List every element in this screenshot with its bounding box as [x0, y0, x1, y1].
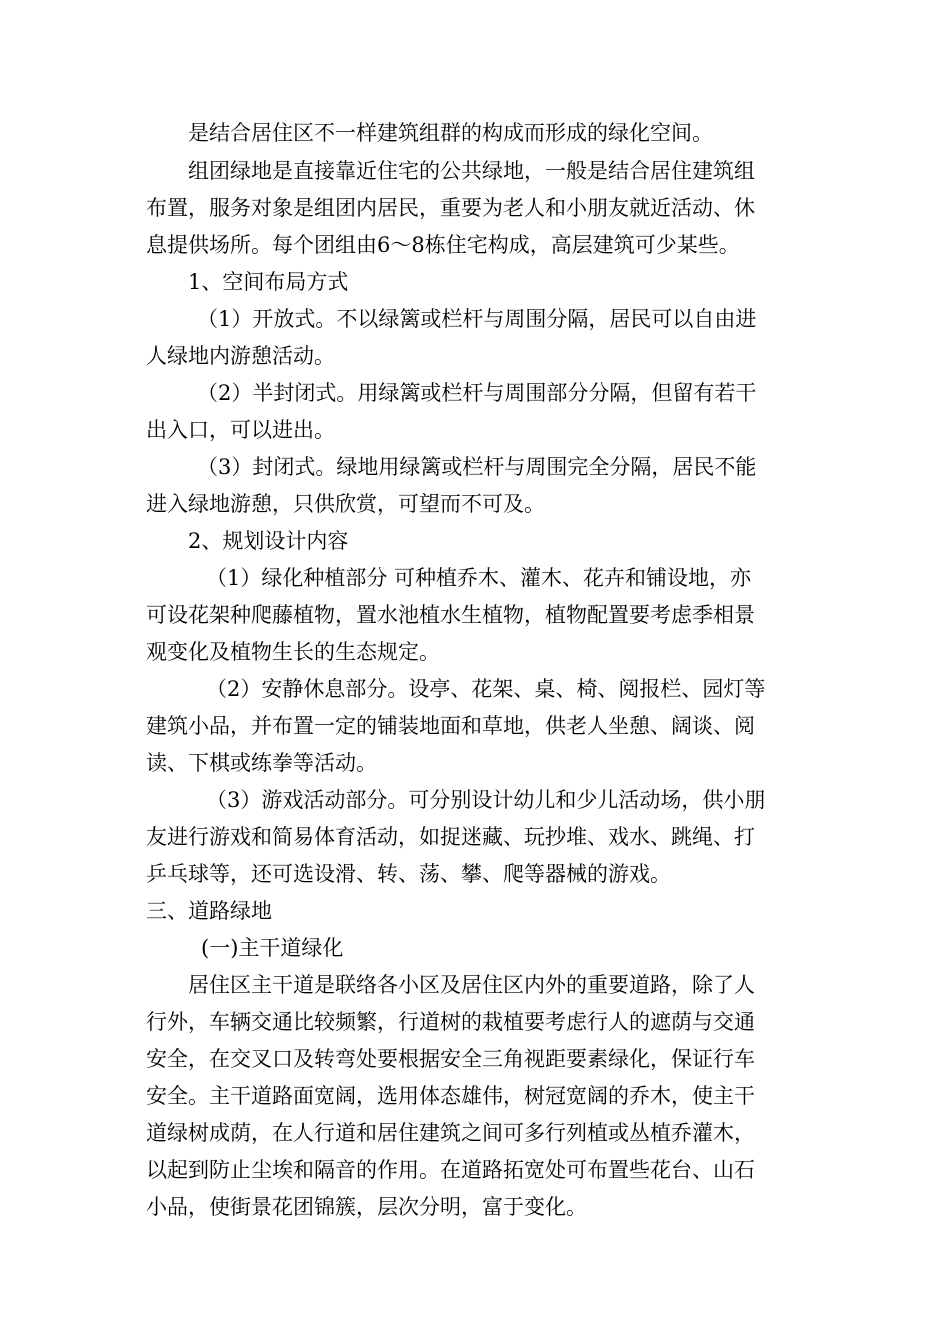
text-line: 小品，使街景花团锦簇，层次分明，富于变化。 — [146, 1195, 587, 1219]
text-line: 行外，车辆交通比较频繁，行道树的栽植要考虑行人的遮荫与交通 — [146, 1010, 755, 1034]
text-line: 可设花架种爬藤植物，置水池植水生植物，植物配置要考虑季相景 — [146, 603, 755, 627]
text-line: （2）半封闭式。用绿篱或栏杆与周围部分分隔，但留有若干 — [197, 381, 757, 405]
text-line: 息提供场所。每个团组由6～8栋住宅构成，高层建筑可少某些。 — [146, 233, 740, 257]
text-line: 布置，服务对象是组团内居民，重要为老人和小朋友就近活动、休 — [146, 196, 755, 220]
text-line: 组团绿地是直接靠近住宅的公共绿地，一般是结合居住建筑组 — [188, 159, 755, 183]
text-line: （1）开放式。不以绿篱或栏杆与周围分隔，居民可以自由进 — [197, 307, 757, 331]
text-line: （3）游戏活动部分。可分别设计幼儿和少儿活动场，供小朋 — [206, 788, 766, 812]
text-line: 出入口，可以进出。 — [146, 418, 335, 442]
text-line: 安全。主干道路面宽阔，选用体态雄伟，树冠宽阔的乔木，使主干 — [146, 1084, 755, 1108]
subsection-heading: (一)主干道绿化 — [201, 936, 344, 960]
text-line: 进入绿地游憩，只供欣赏，可望而不可及。 — [146, 492, 545, 516]
text-line: 以起到防止尘埃和隔音的作用。在道路拓宽处可布置些花台、山石 — [146, 1158, 755, 1182]
text-line: 道绿树成荫，在人行道和居住建筑之间可多行列植或丛植乔灌木， — [146, 1121, 755, 1145]
text-line: 是结合居住区不一样建筑组群的构成而形成的绿化空间。 — [188, 121, 713, 145]
text-line: 人绿地内游憩活动。 — [146, 344, 335, 368]
section-heading: 三、道路绿地 — [146, 899, 272, 923]
text-line: 友进行游戏和简易体育活动，如捉迷藏、玩抄堆、戏水、跳绳、打 — [146, 825, 755, 849]
text-line: 居住区主干道是联络各小区及居住区内外的重要道路，除了人 — [188, 973, 755, 997]
heading: 1、空间布局方式 — [188, 270, 349, 294]
text-line: 建筑小品，并布置一定的铺装地面和草地，供老人坐憩、阔谈、阅 — [146, 714, 755, 738]
text-line: 读、下棋或练拳等活动。 — [146, 751, 377, 775]
heading: 2、规划设计内容 — [188, 529, 349, 553]
text-line: 安全，在交叉口及转弯处要根据安全三角视距要素绿化，保证行车 — [146, 1047, 755, 1071]
text-line: （1）绿化种植部分 可种植乔木、灌木、花卉和铺设地，亦 — [206, 566, 752, 590]
text-line: （3）封闭式。绿地用绿篱或栏杆与周围完全分隔，居民不能 — [197, 455, 757, 479]
text-line: （2）安静休息部分。设亭、花架、桌、椅、阅报栏、园灯等 — [206, 677, 766, 701]
text-line: 乒乓球等，还可选设滑、转、荡、攀、爬等器械的游戏。 — [146, 862, 671, 886]
text-line: 观变化及植物生长的生态规定。 — [146, 640, 440, 664]
